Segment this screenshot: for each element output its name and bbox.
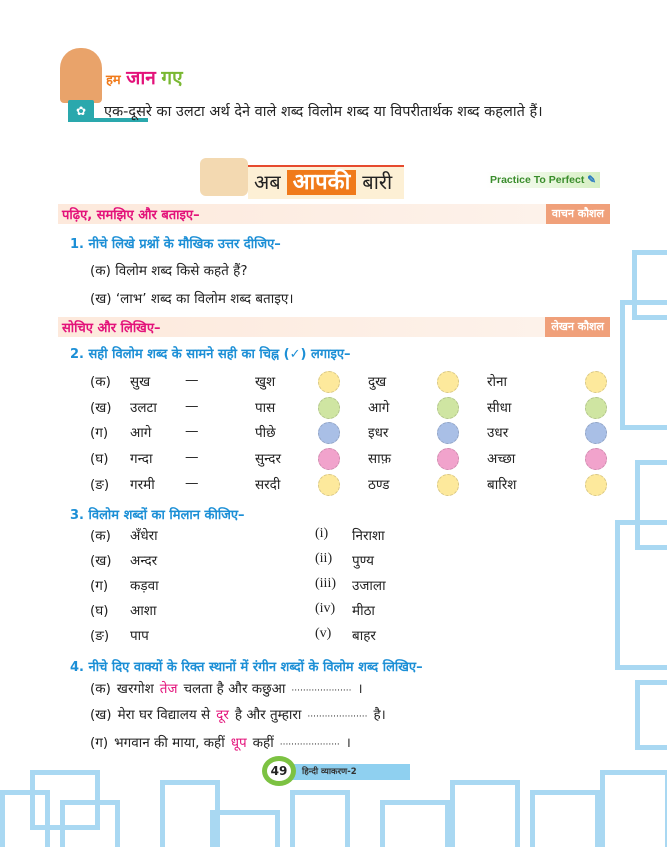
option-word: आगे xyxy=(368,400,390,416)
answer-checkbox[interactable] xyxy=(318,448,340,470)
fill-in-sentence xyxy=(90,679,369,697)
sentence-label: (ख) xyxy=(90,707,112,723)
dash: — xyxy=(185,372,199,388)
row-label: (ग) xyxy=(90,425,109,441)
option-word: ठण्ड xyxy=(368,477,390,493)
left-word: कड़वा xyxy=(130,578,159,594)
sentence-colored: धूप xyxy=(230,735,247,751)
row-word: आगे xyxy=(130,425,152,441)
row-label: (घ) xyxy=(90,451,109,467)
sentence-label: (क) xyxy=(90,681,111,697)
kids-illustration xyxy=(200,158,248,196)
question-4-title: 4. नीचे दिए वाक्यों के रिक्त स्थानों में रंगीन शब्दों के विलोम शब्द लिखिए– xyxy=(70,660,423,675)
option-word: साफ़ xyxy=(368,451,392,467)
option-word: रोना xyxy=(487,374,508,390)
row-word: सुख xyxy=(130,374,151,390)
sentence-before: खरगोश xyxy=(116,681,154,697)
answer-checkbox[interactable] xyxy=(585,448,607,470)
right-word: मीठा xyxy=(352,603,375,619)
answer-checkbox[interactable] xyxy=(437,422,459,444)
option-word: इधर xyxy=(368,425,389,441)
answer-checkbox[interactable] xyxy=(585,474,607,496)
option-word: उधर xyxy=(487,425,509,441)
sentence-after: चलता है और कछुआ xyxy=(183,681,286,697)
row-word: उलटा xyxy=(130,400,157,416)
left-label: (ग) xyxy=(90,578,109,594)
right-label: (v) xyxy=(315,626,332,641)
option-word: खुश xyxy=(255,374,276,390)
sentence-colored: दूर xyxy=(216,707,229,723)
question-1-item: (ख) ‘लाभ’ शब्द का विलोम शब्द बताइए। xyxy=(90,291,294,307)
left-label: (ख) xyxy=(90,553,112,569)
section-heading-hum-jaan-gaye xyxy=(106,64,183,90)
right-label: (iii) xyxy=(315,576,336,591)
dash: — xyxy=(185,475,199,491)
option-word: अच्छा xyxy=(487,451,516,467)
left-word: आशा xyxy=(130,603,157,619)
heading-word: हम xyxy=(106,73,121,88)
dash: — xyxy=(185,423,199,439)
answer-checkbox[interactable] xyxy=(585,397,607,419)
banner-word: बारी xyxy=(362,170,393,194)
answer-checkbox[interactable] xyxy=(318,474,340,496)
answer-checkbox[interactable] xyxy=(437,371,459,393)
definition-marker: ✿ xyxy=(68,100,94,122)
question-1-item: (क) विलोम शब्द किसे कहते हैं? xyxy=(90,263,248,279)
answer-checkbox[interactable] xyxy=(585,371,607,393)
left-word: अन्दर xyxy=(130,553,158,569)
book-title: हिन्दी व्याकरण-2 xyxy=(302,767,357,777)
option-word: बारिश xyxy=(487,477,517,493)
fill-in-sentence xyxy=(90,705,392,723)
answer-checkbox[interactable] xyxy=(318,422,340,444)
row-word: गरमी xyxy=(130,477,155,493)
left-label: (क) xyxy=(90,528,111,544)
practice-text: Practice To Perfect xyxy=(490,174,585,186)
option-word: सीधा xyxy=(487,400,512,416)
sentence-end: । xyxy=(345,735,351,751)
heading-word: जान xyxy=(126,67,156,89)
answer-checkbox[interactable] xyxy=(437,448,459,470)
skill-tag: वाचन कौशल xyxy=(546,204,610,224)
blank-field[interactable]: ····················· xyxy=(279,740,340,750)
left-label: (घ) xyxy=(90,603,109,619)
row-word: गन्दा xyxy=(130,451,153,467)
sentence-after: है और तुम्हारा xyxy=(234,707,302,723)
right-word: निराशा xyxy=(352,528,385,544)
row-label: (ङ) xyxy=(90,477,110,493)
left-word: पाप xyxy=(130,628,149,644)
answer-checkbox[interactable] xyxy=(437,474,459,496)
practice-to-perfect-label xyxy=(486,172,600,188)
skill-tag: लेखन कौशल xyxy=(545,317,610,337)
question-3-title: 3. विलोम शब्दों का मिलान कीजिए– xyxy=(70,508,245,523)
option-word: दुख xyxy=(368,374,387,390)
sparkle-pen-icon: ✎ xyxy=(587,174,597,186)
question-2-title: 2. सही विलोम शब्द के सामने सही का चिह्न (✓) लगाइए– xyxy=(70,347,351,362)
dash: — xyxy=(185,449,199,465)
sentence-before: भगवान की माया, कहीं xyxy=(114,735,225,751)
option-word: सुन्दर xyxy=(255,451,281,467)
section-title: पढ़िए, समझिए और बताइए– xyxy=(62,208,200,223)
question-1-title: 1. नीचे लिखे प्रश्नों के मौखिक उत्तर दीजिए– xyxy=(70,237,281,252)
sentence-label: (ग) xyxy=(90,735,109,751)
right-label: (ii) xyxy=(315,551,333,566)
ab-aapki-baari-banner xyxy=(248,165,404,199)
right-word: बाहर xyxy=(352,628,376,644)
option-word: पास xyxy=(255,400,276,416)
blank-field[interactable]: ····················· xyxy=(307,712,368,722)
dash: — xyxy=(185,398,199,414)
right-label: (iv) xyxy=(315,601,336,616)
option-word: सरदी xyxy=(255,477,281,493)
fill-in-sentence xyxy=(90,733,357,751)
left-word: अँधेरा xyxy=(130,528,158,544)
banner-word-highlight: आपकी xyxy=(287,170,357,195)
row-label: (ख) xyxy=(90,400,112,416)
answer-checkbox[interactable] xyxy=(585,422,607,444)
answer-checkbox[interactable] xyxy=(318,397,340,419)
banner-word: अब xyxy=(254,170,281,194)
right-word: पुण्य xyxy=(352,553,374,569)
right-label: (i) xyxy=(315,526,329,541)
sentence-end: है। xyxy=(373,707,386,723)
section-bar-writing xyxy=(58,317,610,337)
page-number: 49 xyxy=(267,761,291,781)
sentence-colored: तेज xyxy=(159,681,178,697)
heading-word: गए xyxy=(161,67,183,89)
row-label: (क) xyxy=(90,374,111,390)
teacher-illustration xyxy=(60,48,102,103)
left-label: (ङ) xyxy=(90,628,110,644)
blank-field[interactable]: ····················· xyxy=(291,686,352,696)
section-bar-reading xyxy=(58,204,610,224)
answer-checkbox[interactable] xyxy=(437,397,459,419)
option-word: पीछे xyxy=(255,425,276,441)
answer-checkbox[interactable] xyxy=(318,371,340,393)
definition-text: एक-दूसरे का उलटा अर्थ देने वाले शब्द विलोम शब्द या विपरीतार्थक शब्द कहलाते हैं। xyxy=(104,104,543,120)
sentence-before: मेरा घर विद्यालय से xyxy=(117,707,211,723)
sentence-end: । xyxy=(357,681,363,697)
right-word: उजाला xyxy=(352,578,386,594)
sentence-after: कहीं xyxy=(252,735,274,751)
page-number-badge xyxy=(262,756,296,786)
section-title: सोचिए और लिखिए– xyxy=(62,321,161,336)
